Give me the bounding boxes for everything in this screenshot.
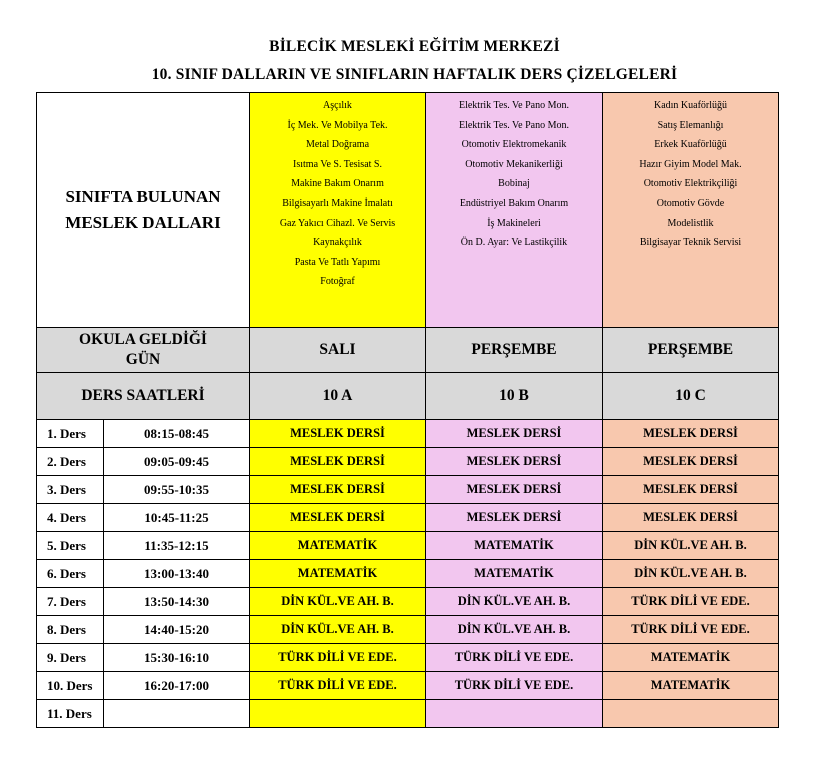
- branch-item: Otomotiv Gövde: [656, 197, 725, 209]
- lesson-number: 6. Ders: [37, 560, 104, 588]
- lesson-row: [37, 700, 779, 728]
- class-10b: 10 B: [426, 373, 603, 420]
- lesson-10a: MESLEK DERSİ: [250, 504, 426, 532]
- lesson-row: [37, 532, 779, 560]
- lesson-10a: MATEMATİK: [250, 532, 426, 560]
- lesson-row: [37, 476, 779, 504]
- branches-10b-cell: [426, 93, 603, 328]
- branch-item: İç Mek. Ve Mobilya Tek.: [287, 119, 388, 131]
- lesson-10b: DİN KÜL.VE AH. B.: [426, 588, 603, 616]
- lesson-time: 11:35-12:15: [104, 532, 250, 560]
- branches-label: SINIFTA BULUNAN MESLEK DALLARI: [65, 187, 221, 232]
- lesson-10c: MESLEK DERSİ: [603, 448, 779, 476]
- lesson-time: 16:20-17:00: [104, 672, 250, 700]
- branch-item: Erkek Kuaförlüğü: [654, 139, 727, 151]
- lesson-number: 9. Ders: [37, 644, 104, 672]
- day-label-cell: [37, 328, 250, 373]
- branches-10a-cell: [250, 93, 426, 328]
- lesson-10a: MESLEK DERSİ: [250, 476, 426, 504]
- lesson-10b: MATEMATİK: [426, 532, 603, 560]
- lesson-10b: MESLEK DERSİ: [426, 476, 603, 504]
- lesson-10a: MESLEK DERSİ: [250, 420, 426, 448]
- day-10b: PERŞEMBE: [426, 328, 603, 373]
- lesson-10a: [250, 700, 426, 728]
- day-10a: SALI: [250, 328, 426, 373]
- lesson-10c: TÜRK DİLİ VE EDE.: [603, 616, 779, 644]
- lesson-10b: TÜRK DİLİ VE EDE.: [426, 672, 603, 700]
- lesson-10c: DİN KÜL.VE AH. B.: [603, 560, 779, 588]
- lesson-time: 15:30-16:10: [104, 644, 250, 672]
- lesson-10c: DİN KÜL.VE AH. B.: [603, 532, 779, 560]
- branch-item: Otomotiv Elektrikçiliği: [643, 178, 738, 190]
- branch-item: Satış Elemanlığı: [657, 119, 724, 131]
- branch-list-10b: [426, 96, 602, 253]
- lesson-row: [37, 420, 779, 448]
- lesson-number: 10. Ders: [37, 672, 104, 700]
- lesson-10c: TÜRK DİLİ VE EDE.: [603, 588, 779, 616]
- branch-item: Gaz Yakıcı Cihazl. Ve Servis: [279, 217, 396, 229]
- branch-item: Otomotiv Mekanikerliği: [465, 158, 563, 170]
- lesson-10a: DİN KÜL.VE AH. B.: [250, 616, 426, 644]
- branch-item: Bilgisayar Teknik Servisi: [639, 237, 742, 249]
- lesson-10a: MATEMATİK: [250, 560, 426, 588]
- lesson-10b: MATEMATİK: [426, 560, 603, 588]
- lesson-row: [37, 644, 779, 672]
- branch-item: Aşçılık: [323, 100, 352, 111]
- lesson-time: 09:55-10:35: [104, 476, 250, 504]
- lesson-10a: TÜRK DİLİ VE EDE.: [250, 672, 426, 700]
- lesson-row: [37, 448, 779, 476]
- hours-row: [37, 373, 779, 420]
- branch-item: Kaynakçılık: [313, 237, 362, 249]
- branch-list-10a: [250, 96, 425, 292]
- lesson-10a: MESLEK DERSİ: [250, 448, 426, 476]
- document-subtitle: 10. SINIF DALLARIN VE SINIFLARIN HAFTALIK DERS ÇİZELGELERİ: [151, 66, 678, 83]
- branch-item: İş Makineleri: [487, 217, 541, 229]
- lesson-10c: MATEMATİK: [603, 672, 779, 700]
- lesson-row: [37, 672, 779, 700]
- lesson-row: [37, 588, 779, 616]
- lesson-time: 10:45-11:25: [104, 504, 250, 532]
- branch-item: Kadın Kuaförlüğü: [653, 100, 728, 111]
- day-10c: PERŞEMBE: [603, 328, 779, 373]
- lesson-10a: TÜRK DİLİ VE EDE.: [250, 644, 426, 672]
- class-10a: 10 A: [250, 373, 426, 420]
- branch-item: Otomotiv Elektromekanik: [461, 139, 567, 151]
- branches-row: [37, 93, 779, 328]
- lesson-time: 14:40-15:20: [104, 616, 250, 644]
- branch-item: Elektrik Tes. Ve Pano Mon.: [458, 119, 570, 131]
- lesson-time: 13:50-14:30: [104, 588, 250, 616]
- lesson-number: 1. Ders: [37, 420, 104, 448]
- lesson-10a: DİN KÜL.VE AH. B.: [250, 588, 426, 616]
- branch-item: Isıtma Ve S. Tesisat S.: [293, 158, 382, 170]
- branch-item: Bilgisayarlı Makine İmalatı: [282, 197, 393, 209]
- lesson-row: [37, 504, 779, 532]
- lesson-10c: MESLEK DERSİ: [603, 420, 779, 448]
- branch-item: Hazır Giyim Model Mak.: [639, 158, 742, 170]
- branch-item: Pasta Ve Tatlı Yapımı: [294, 256, 381, 268]
- lesson-row: [37, 616, 779, 644]
- lesson-row: [37, 560, 779, 588]
- lesson-number: 11. Ders: [37, 700, 104, 728]
- branches-label-cell: [37, 93, 250, 328]
- schedule-table: [36, 92, 779, 728]
- lesson-10c: MESLEK DERSİ: [603, 476, 779, 504]
- lesson-number: 4. Ders: [37, 504, 104, 532]
- lesson-10c: [603, 700, 779, 728]
- branch-item: Metal Doğrama: [305, 139, 370, 151]
- lesson-number: 5. Ders: [37, 532, 104, 560]
- lesson-time: 09:05-09:45: [104, 448, 250, 476]
- lesson-10b: MESLEK DERSİ: [426, 448, 603, 476]
- lesson-10b: MESLEK DERSİ: [426, 420, 603, 448]
- branch-item: Bobinaj: [498, 178, 530, 190]
- lesson-10c: MESLEK DERSİ: [603, 504, 779, 532]
- lesson-number: 3. Ders: [37, 476, 104, 504]
- lesson-time: 13:00-13:40: [104, 560, 250, 588]
- branch-item: Fotoğraf: [320, 276, 355, 288]
- lesson-number: 7. Ders: [37, 588, 104, 616]
- lesson-number: 8. Ders: [37, 616, 104, 644]
- branch-item: Endüstriyel Bakım Onarım: [459, 197, 569, 209]
- branch-list-10c: [603, 96, 778, 253]
- lesson-time: [104, 700, 250, 728]
- branch-item: Modelistlik: [667, 217, 714, 229]
- branches-10c-cell: [603, 93, 779, 328]
- lesson-10c: MATEMATİK: [603, 644, 779, 672]
- lesson-time: 08:15-08:45: [104, 420, 250, 448]
- lesson-10b: [426, 700, 603, 728]
- day-row: [37, 328, 779, 373]
- lesson-10b: MESLEK DERSİ: [426, 504, 603, 532]
- branch-item: Elektrik Tes. Ve Pano Mon.: [458, 100, 570, 111]
- document-title: BİLECİK MESLEKİ EĞİTİM MERKEZİ: [269, 38, 560, 55]
- branch-item: Ön D. Ayar: Ve Lastikçilik: [460, 237, 568, 249]
- class-10c: 10 C: [603, 373, 779, 420]
- day-label: OKULA GELDİĞİ GÜN: [79, 331, 207, 368]
- lesson-10b: DİN KÜL.VE AH. B.: [426, 616, 603, 644]
- lesson-number: 2. Ders: [37, 448, 104, 476]
- lesson-10b: TÜRK DİLİ VE EDE.: [426, 644, 603, 672]
- branch-item: Makine Bakım Onarım: [291, 178, 384, 190]
- hours-label: DERS SAATLERİ: [37, 373, 250, 420]
